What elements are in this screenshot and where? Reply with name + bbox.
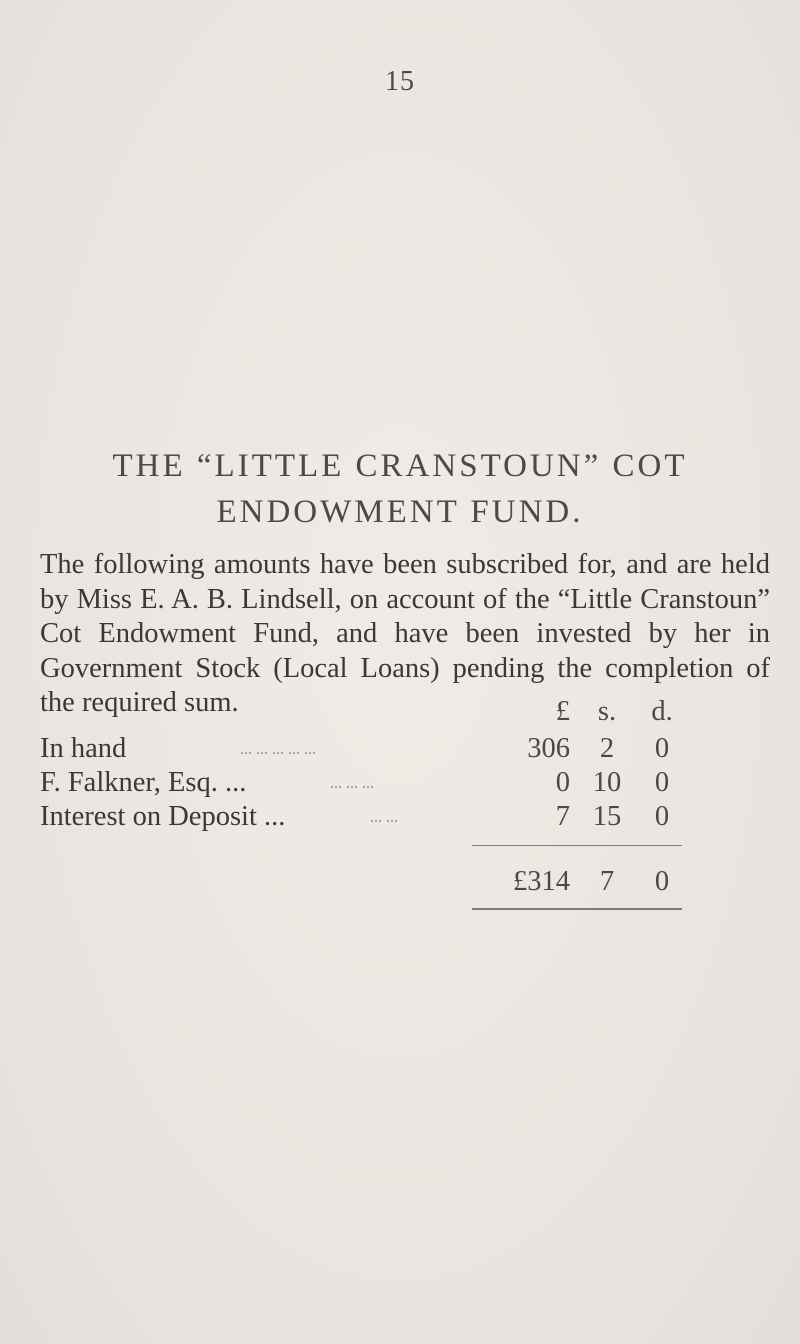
header-shillings: s. [597, 696, 617, 727]
ledger-row [40, 767, 740, 803]
currency-header-row [40, 696, 740, 732]
document-title-line-1: THE “LITTLE CRANSTOUN” COT [112, 448, 688, 484]
entry-shillings: 10 [592, 767, 622, 798]
entry-label: In hand [40, 733, 127, 764]
intro-paragraph: The following amounts have been subscribed for, and are held by Miss E. A. B. Lindsell, on account of the “Little Cranstoun” Cot Endowment Fund, and have been invested by her in Government Stock (Local Loans) pending the completion of the required sum. [40, 549, 770, 718]
entry-shillings: 2 [599, 733, 615, 764]
entry-label: F. Falkner, Esq. ... [40, 767, 247, 798]
entry-shillings: 15 [592, 801, 622, 832]
entry-label: Interest on Deposit ... [40, 801, 286, 832]
total-pence: 0 [654, 866, 670, 897]
leader-dots: ... ... ... [330, 775, 374, 792]
page-number: 15 [385, 66, 415, 97]
entry-pence: 0 [654, 733, 670, 764]
entry-pence: 0 [654, 801, 670, 832]
document-title-line-2: ENDOWMENT FUND. [216, 494, 584, 530]
entry-pence: 0 [654, 767, 670, 798]
entry-pounds: 0 [555, 767, 570, 798]
leader-dots: ... ... [370, 809, 398, 826]
entry-pounds: 7 [555, 801, 570, 832]
leader-dots: ... ... ... ... ... [240, 741, 316, 758]
total-row [40, 866, 740, 902]
header-pounds: £ [555, 696, 570, 727]
total-double-rule [472, 908, 682, 910]
ledger-row [40, 801, 740, 837]
total-shillings: 7 [599, 866, 615, 897]
sum-rule [472, 845, 682, 846]
header-pence: d. [651, 696, 673, 727]
ledger-row [40, 733, 740, 769]
total-pounds: £314 [513, 866, 570, 897]
entry-pounds: 306 [527, 733, 570, 764]
